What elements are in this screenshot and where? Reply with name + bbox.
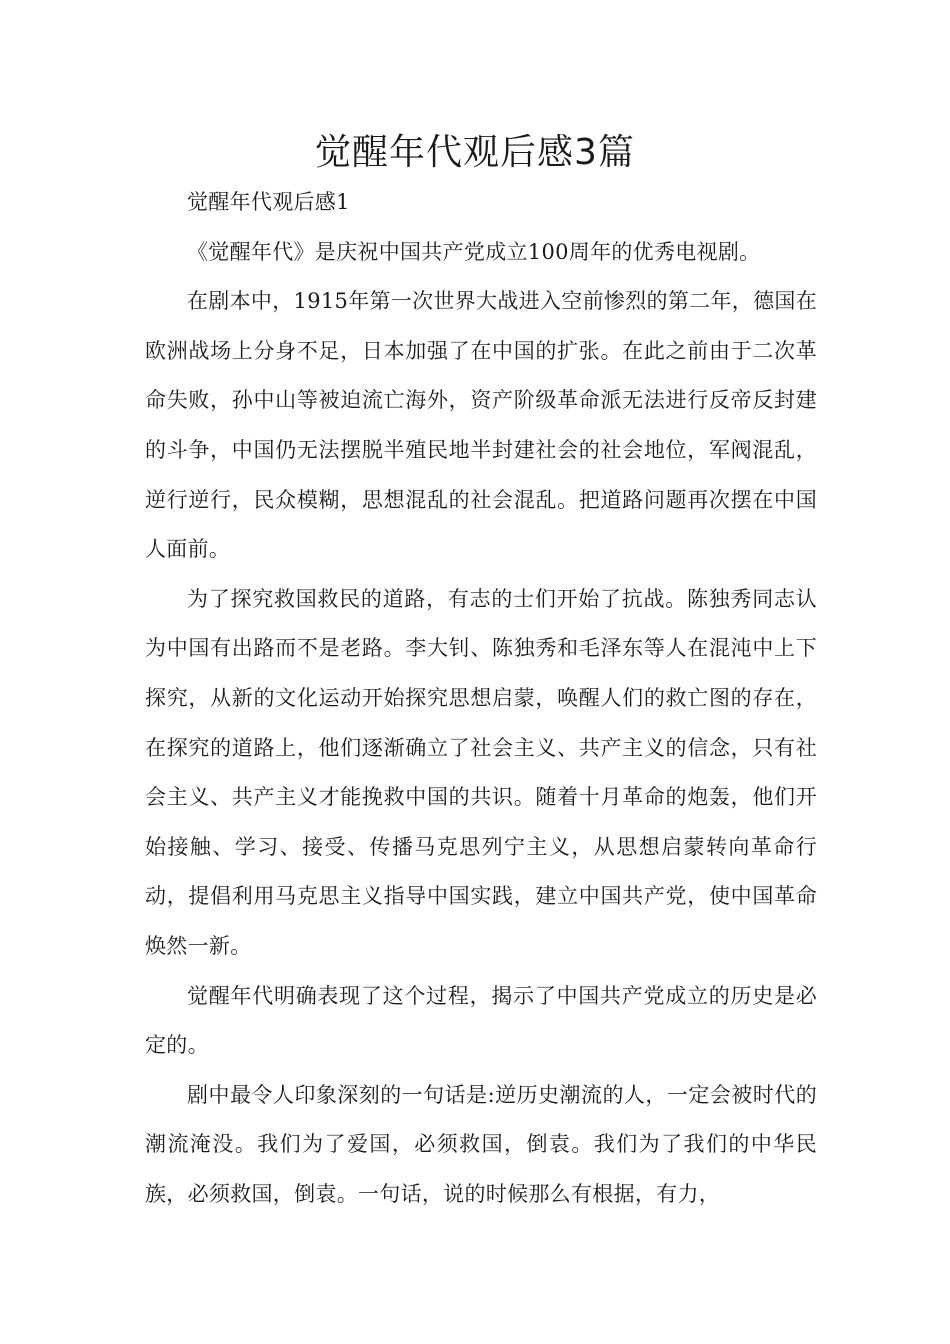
section-heading: 觉醒年代观后感1 <box>187 190 350 214</box>
paragraph: 觉醒年代明确表现了这个过程，揭示了中国共产党成立的历史是必定的。 <box>145 983 817 1058</box>
paragraph: 剧中最令人印象深刻的一句话是:逆历史潮流的人，一定会被时代的潮流淹没。我们为了爱国，必须救国，倒袁。我们为了我们的中华民族，必须救国，倒袁。一句话，说的时候那么有根据，有力， <box>145 1082 817 1206</box>
document-body <box>145 178 817 1219</box>
paragraph: 为了探究救国救民的道路，有志的士们开始了抗战。陈独秀同志认为中国有出路而不是老路。李大钊、陈独秀和毛泽东等人在混沌中上下探究，从新的文化运动开始探究思想启蒙，唤醒人们的救亡图的存在，在探究的道路上，他们逐渐确立了社会主义、共产主义的信念，只有社会主义、共产主义才能挽救中国的共识。随着十月革命的炮轰，他们开始接触、学习、接受、传播马克思列宁主义，从思想启蒙转向革命行动，提倡利用马克思主义指导中国实践，建立中国共产党，使中国革命焕然一新。 <box>145 586 817 958</box>
paragraph: 《觉醒年代》是庆祝中国共产党成立100周年的优秀电视剧。 <box>187 239 761 264</box>
paragraph: 在剧本中，1915年第一次世界大战进入空前惨烈的第二年，德国在欧洲战场上分身不足，日本加强了在中国的扩张。在此之前由于二次革命失败，孙中山等被迫流亡海外，资产阶级革命派无法进行反帝反封建的斗争，中国仍无法摆脱半殖民地半封建社会的社会地位，军阀混乱，逆行逆行，民众模糊，思想混乱的社会混乱。把道路问题再次摆在中国人面前。 <box>145 289 817 562</box>
document-title: 觉醒年代观后感3篇 <box>315 132 635 173</box>
